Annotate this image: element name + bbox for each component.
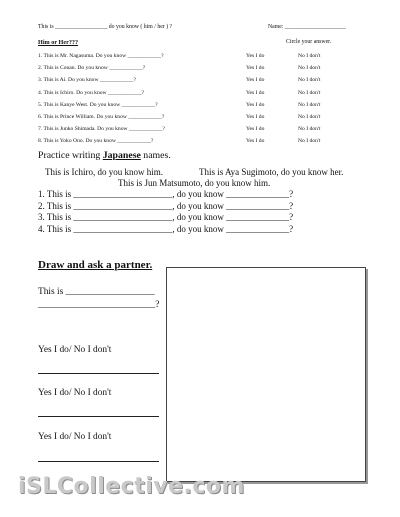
- practice-heading-start: Practice writing: [38, 150, 103, 161]
- answer-yes: Yes I do: [246, 77, 265, 84]
- question-row: [38, 77, 378, 89]
- answer-yes: Yes I do: [246, 138, 265, 145]
- example-sentence: This is Aya Sugimoto, do you know her.: [199, 167, 344, 177]
- practice-row: 2. This is ______________________, do you know ______________?: [38, 200, 294, 211]
- name-field-label: Name: _____________________: [268, 24, 346, 30]
- question-text: 1. This is Mr. Nagasuma. Do you know ____________?: [38, 53, 164, 59]
- answer-no: No I don't: [298, 89, 321, 96]
- watermark-logo: iSLCollective.com: [18, 474, 245, 499]
- question-text: 5. This is Kanye West. Do you know ____________?: [38, 101, 158, 108]
- practice-heading: [38, 150, 171, 161]
- yes-no-option: Yes I do/ No I don't: [38, 388, 112, 398]
- question-text: 4. This is Ichiro. Do you know ____________?: [38, 89, 145, 96]
- example-sentence: This is Jun Matsumoto, do you know him.: [118, 178, 271, 188]
- answer-no: No I don't: [298, 113, 321, 120]
- practice-heading-keyword: Japanese: [102, 150, 141, 161]
- question-row: [38, 90, 378, 102]
- practice-row: 1. This is ______________________, do you know ______________?: [38, 189, 294, 199]
- practice-row: 3. This is ______________________, do you know ______________?: [38, 212, 294, 222]
- answer-no: No I don't: [298, 126, 321, 133]
- practice-list: [38, 189, 293, 235]
- yes-no-option: Yes I do/ No I don't: [38, 432, 112, 442]
- answer-line: [38, 416, 159, 417]
- answer-no: No I don't: [298, 65, 321, 72]
- answer-no: No I don't: [298, 101, 321, 108]
- answer-yes: Yes I do: [246, 89, 265, 96]
- question-row: [38, 102, 378, 114]
- question-text: 2. This is Conan. Do you know ____________?: [38, 65, 146, 72]
- draw-prompt-line: This is ___________________: [38, 287, 155, 297]
- question-text: 8. This is Yoko Ono. Do you know ____________?: [38, 138, 154, 145]
- practice-row: 4. This is ______________________, do you know ______________?: [38, 223, 294, 234]
- header-line: This is __________________ do you know ( him / her ) ?: [38, 24, 173, 30]
- practice-heading-end: names.: [140, 150, 171, 161]
- question-row: [38, 138, 378, 150]
- question-list: [38, 53, 378, 151]
- answer-no: No I don't: [298, 53, 321, 59]
- answer-yes: Yes I do: [246, 65, 265, 72]
- answer-yes: Yes I do: [246, 113, 265, 120]
- instruction-circle-answer: Circle your answer.: [286, 39, 332, 45]
- example-sentence: This is Ichiro, do you know him.: [45, 167, 163, 177]
- question-text: 7. This is Junko Shimada. Do you know ____________?: [38, 126, 165, 133]
- answer-line: [38, 373, 159, 374]
- answer-yes: Yes I do: [246, 126, 265, 133]
- answer-yes: Yes I do: [246, 101, 265, 108]
- answer-line: [38, 461, 159, 462]
- question-row: [38, 126, 378, 138]
- question-row: [38, 65, 378, 77]
- question-row: [38, 53, 378, 65]
- draw-section-title: Draw and ask a partner.: [38, 259, 153, 271]
- section-heading-him-or-her: Him or Her???: [38, 39, 79, 46]
- answer-yes: Yes I do: [246, 53, 265, 59]
- yes-no-option: Yes I do/ No I don't: [38, 345, 112, 355]
- question-text: 3. This is Ai. Do you know ____________?: [38, 77, 136, 84]
- question-row: [38, 114, 378, 126]
- answer-no: No I don't: [298, 77, 321, 84]
- drawing-box: [166, 267, 366, 482]
- question-text: 6. This is Prince William. Do you know ____________?: [38, 113, 165, 120]
- draw-prompt-line: _________________________?: [38, 300, 160, 310]
- answer-no: No I don't: [298, 138, 321, 145]
